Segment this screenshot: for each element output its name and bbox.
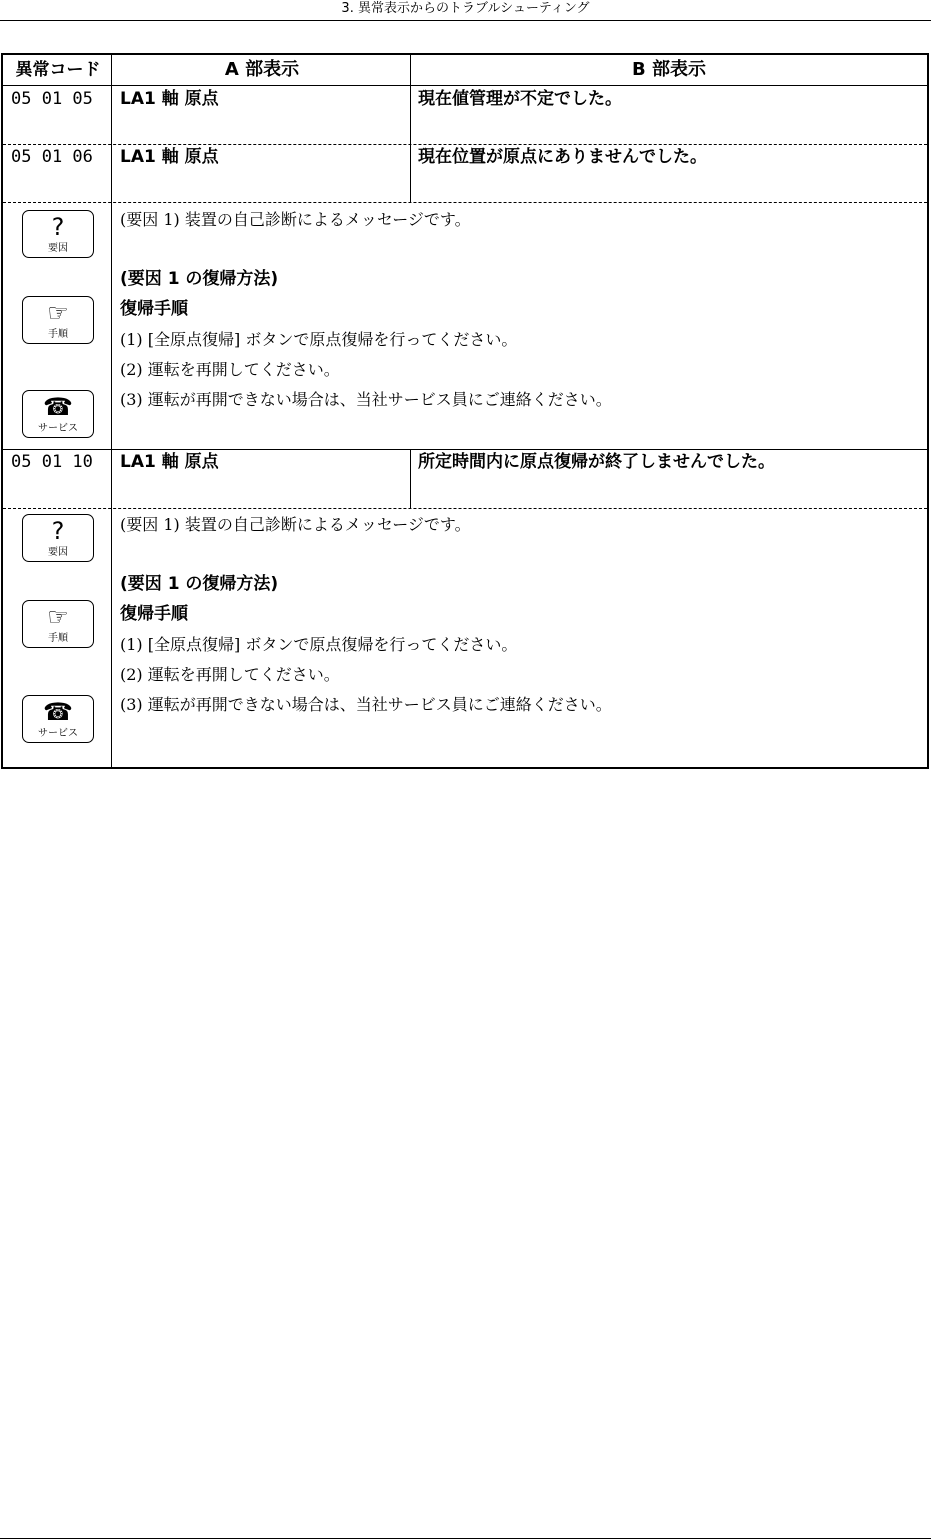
procedure-step: (2) 運転を再開してください。	[120, 360, 340, 379]
pointing-hand-icon: ☞ 手順	[22, 296, 94, 344]
page-title: 3. 異常表示からのトラブルシューティング	[341, 1, 590, 16]
telephone-icon: ☎ サービス	[22, 390, 94, 438]
icon-label: 要因	[48, 243, 68, 254]
icon-label: 手順	[48, 329, 68, 340]
b-display-text: 現在値管理が不定でした。	[418, 89, 622, 109]
procedure-step: (2) 運転を再開してください。	[120, 665, 340, 684]
header-a-display: A 部表示	[224, 59, 300, 80]
icon-label: 手順	[48, 633, 68, 644]
procedure-step: (1) [全原点復帰] ボタンで原点復帰を行ってください。	[120, 330, 518, 349]
page-header	[0, 0, 931, 21]
a-display-text: LA1 軸 原点	[120, 89, 219, 109]
header-error-code: 異常コード	[15, 60, 101, 80]
table-header-row	[3, 55, 927, 86]
procedure-heading: 復帰手順	[120, 299, 188, 319]
footer-rule	[0, 1538, 931, 1539]
remedy-block	[3, 508, 927, 767]
a-display-text: LA1 軸 原点	[120, 147, 219, 167]
icon-label: サービス	[38, 728, 78, 739]
question-mark-icon: ? 要因	[22, 210, 94, 258]
procedure-step: (3) 運転が再開できない場合は、当社サービス員にご連絡ください。	[120, 695, 612, 714]
procedure-heading: 復帰手順	[120, 604, 188, 624]
error-code: 05 01 06	[11, 147, 93, 167]
header-b-display: B 部表示	[632, 59, 706, 80]
cause-text: (要因 1) 装置の自己診断によるメッセージです。	[120, 210, 471, 229]
telephone-icon: ☎ サービス	[22, 695, 94, 743]
procedure-step: (1) [全原点復帰] ボタンで原点復帰を行ってください。	[120, 635, 518, 654]
icon-label: サービス	[38, 423, 78, 434]
b-display-text: 現在位置が原点にありませんでした。	[418, 147, 707, 167]
remedy-block	[3, 202, 927, 449]
header-rule	[0, 20, 931, 21]
recovery-heading: (要因 1 の復帰方法)	[120, 574, 279, 594]
error-code: 05 01 10	[11, 452, 93, 472]
table-row	[3, 144, 927, 202]
table-row	[3, 449, 927, 508]
error-code-table	[1, 53, 929, 769]
a-display-text: LA1 軸 原点	[120, 452, 219, 472]
question-mark-icon: ? 要因	[22, 514, 94, 562]
icon-label: 要因	[48, 547, 68, 558]
cause-text: (要因 1) 装置の自己診断によるメッセージです。	[120, 515, 471, 534]
table-row	[3, 86, 927, 144]
pointing-hand-icon: ☞ 手順	[22, 600, 94, 648]
procedure-step: (3) 運転が再開できない場合は、当社サービス員にご連絡ください。	[120, 390, 612, 409]
b-display-text: 所定時間内に原点復帰が終了しませんでした。	[418, 452, 775, 472]
recovery-heading: (要因 1 の復帰方法)	[120, 269, 279, 289]
error-code: 05 01 05	[11, 89, 93, 109]
